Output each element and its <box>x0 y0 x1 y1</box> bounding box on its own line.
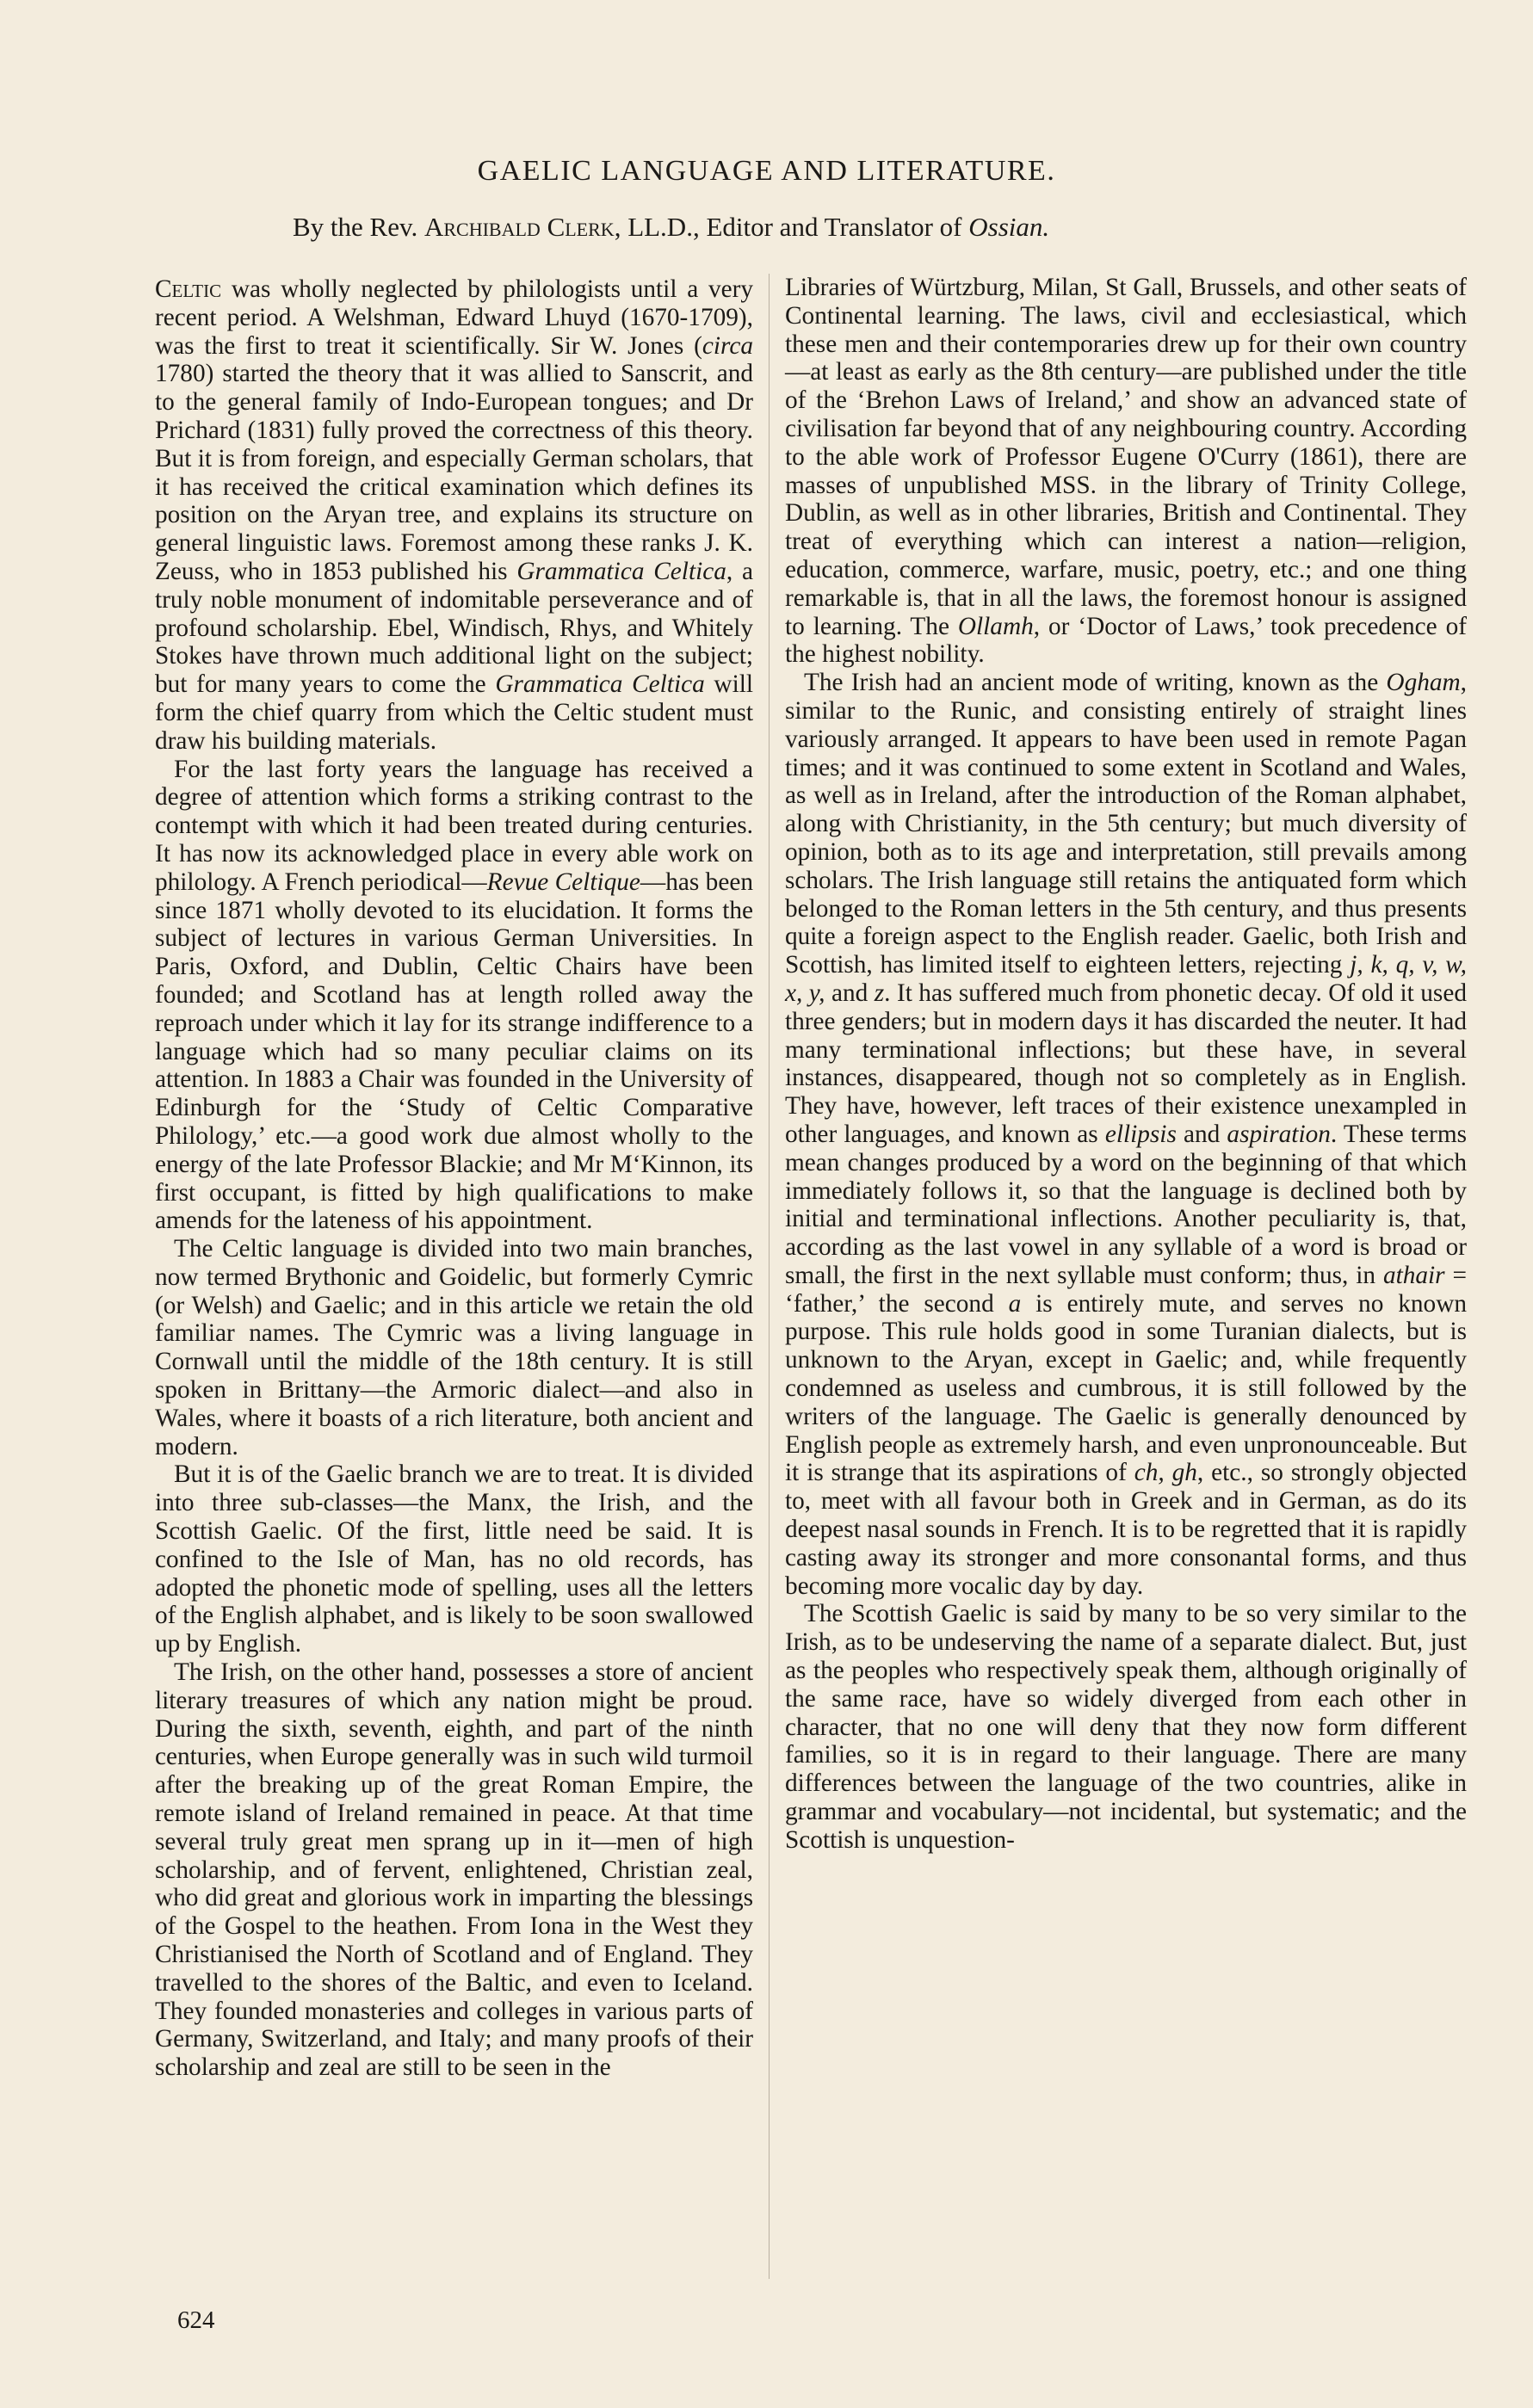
italic-run: ellipsis <box>1104 1120 1177 1148</box>
paragraph: But it is of the Gaelic branch we are to treat. It is divided into three sub-classes—the Manx, the Irish, and the Scottish Gaelic. Of the first, little need be said. It is confined to the Isle of Man, has no old records, has adopted the phonetic mode of spelling, uses all the letters of the English alphabet, and is likely to be soon swallowed up by English. <box>155 1460 753 1658</box>
paragraph <box>785 669 1467 1600</box>
italic-run: circa <box>702 331 753 360</box>
italic-run: aspiration <box>1227 1120 1331 1148</box>
right-column <box>785 274 1467 1855</box>
italic-run: athair <box>1382 1261 1445 1289</box>
article-title: GAELIC LANGUAGE AND LITERATURE. <box>477 155 1056 187</box>
paragraph <box>785 274 1467 669</box>
byline-middle: , LL.D., Editor and Translator of <box>614 212 969 242</box>
page-number: 624 <box>177 2306 215 2334</box>
text-run: will form the chief quarry from which the Celtic student must draw his building materials. <box>155 670 753 755</box>
text-run: , etc., so strongly objected to, meet with all favour both in Greek and in German, as do its deepest nasal sounds in French. It is to be regretted that it is rapidly casting away its stronger and more consonantal forms, and thus becoming more vocalic day by day. <box>785 1459 1467 1600</box>
paragraph: The Irish, on the other hand, possesses a store of ancient literary treasures of which any nation might be proud. During the sixth, seventh, eighth, and part of the ninth centuries, when Europe generally was in such wild turmoil after the breaking up of the great Roman Empire, the remote island of Ireland remained in peace. At that time several truly great men sprang up in it—men of high scholarship, and of fervent, enlightened, Christian zeal, who did great and glorious work in imparting the blessings of the Gospel to the heathen. From Iona in the West they Christianised the North of Scotland and of England. They travelled to the shores of the Baltic, and even to Iceland. They founded monasteries and colleges in various parts of Germany, Switzerland, and Italy; and many proofs of their scholarship and zeal are still to be seen in the <box>155 1658 753 2082</box>
column-divider <box>769 274 770 2279</box>
paragraph: The Celtic language is divided into two main branches, now termed Brythonic and Goidelic, but formerly Cymric (or Welsh) and Gaelic; and in this article we retain the old familiar names. The Cymric was a living language in Cornwall until the middle of the 18th century. It is still spoken in Brittany—the Armoric dialect—and also in Wales, where it boasts of a rich literature, both ancient and modern. <box>155 1235 753 1460</box>
italic-run: Ogham <box>1386 669 1461 697</box>
italic-run: Grammatica Celtica <box>495 670 705 699</box>
text-run: = ‘father,’ the second <box>785 1261 1467 1318</box>
text-run: and <box>1176 1120 1227 1148</box>
text-run: Libraries of Würtzburg, Milan, St Gall, Brussels, and other seats of Continental learning. The laws, civil and ecclesiastical, which these men and their contemporaries drew up for their own country—at least as early as the 8th century—are published under the title of the ‘Brehon Laws of Ireland,’ and show an advanced state of civilisation far beyond that of any neighbouring country. According to the able work of Professor Eugene O'Curry (1861), there are masses of unpublished MSS. in the library of Trinity College, Dublin, as well as in other libraries, British and Continental. They treat of everything which can interest a nation—religion, education, commerce, warfare, music, poetry, etc.; and one thing remarkable is, that in all the laws, the foremost honour is assigned to learning. The <box>785 274 1467 640</box>
byline-prefix: By the Rev. <box>293 212 424 242</box>
italic-run: j, k, q, v, w, x, y, <box>785 951 1467 1007</box>
text-run: is entirely mute, and serves no known purpose. This rule holds good in some Turanian dialects, but is unknown to the Aryan, except in Gaelic; and, while frequently condemned as useless and cumbrous, it is still followed by the writers of the language. The Gaelic is generally denounced by English people as extremely harsh, and even unpronounceable. But it is strange that its aspirations of <box>785 1289 1467 1487</box>
text-run: For the last forty years the language has received a degree of attention which forms a striking contrast to the contempt with which it had been treated during centuries. It has now its acknowledged place in every able work on philology. A French periodical— <box>155 755 753 896</box>
italic-run: a <box>1008 1289 1022 1318</box>
text-run: was wholly neglected by philologists until a very recent period. A Welshman, Edward Lhuyd (1670-1709), was the first to treat it scientifically. Sir W. Jones ( <box>155 275 753 360</box>
italic-run: Grammatica Celtica <box>516 557 726 585</box>
text-run: . These terms mean changes produced by a word on the beginning of that which immediately follows it, so that the language is declined both by initial and terminational inflections. Another peculiarity is, that, according as the last vowel in any syllable of a word is broad or small, the first in the next syllable must conform; thus, in <box>785 1120 1468 1289</box>
text-run: —has been since 1871 wholly devoted to its elucidation. It forms the subject of lectures in various German Universities. In Paris, Oxford, and Dublin, Celtic Chairs have been founded; and Scotland has at length rolled away the reproach under which it lay for its strange indifference to a language which had so many peculiar claims on its attention. In 1883 a Chair was founded in the University of Edinburgh for the ‘Study of Celtic Comparative Philology,’ etc.—a good work due almost wholly to the energy of the late Professor Blackie; and Mr M‘Kinnon, its first occupant, is fitted by high qualifications to make amends for the lateness of his appointment. <box>155 867 753 1235</box>
left-column <box>155 275 753 2082</box>
opening-word: Celtic <box>155 275 222 303</box>
paragraph <box>155 756 753 1236</box>
italic-run: Revue Celtique <box>486 867 640 896</box>
paragraph: The Scottish Gaelic is said by many to be so very similar to the Irish, as to be undeserving the name of a separate dialect. But, just as the peoples who respectively speak them, although originally of the same race, have so widely diverged from each other in character, that no one will deny that they now form different families, so it is in regard to their language. There are many differences between the language of the two countries, alike in grammar and vocabulary—not incidental, but systematic; and the Scottish is unquestion- <box>785 1600 1467 1854</box>
work-title: Ossian. <box>968 212 1050 242</box>
text-run: and <box>825 979 875 1007</box>
text-run: 1780) started the theory that it was allied to Sanscrit, and to the general family of Indo-European tongues; and Dr Prichard (1831) fully proved the correctness of this theory. But it is from foreign, and especially German scholars, that it has received the critical examination which defines its position on the Aryan tree, and explains its structure on general linguistic laws. Foremost among these ranks J. K. Zeuss, who in 1853 published his <box>155 360 753 585</box>
text-run: The Irish had an ancient mode of writing, known as the <box>804 669 1387 697</box>
text-run: , similar to the Runic, and consisting entirely of straight lines variously arranged. It appears to have been used in remote Pagan times; and it was continued to some extent in Scotland and Wales, as well as in Ireland, after the introduction of the Roman alphabet, along with Christianity, in the 5th century; but much diversity of opinion, both as to its age and interpretation, still prevails among scholars. The Irish language still retains the antiquated form which belonged to the Roman letters in the 5th century, and thus presents quite a foreign aspect to the English reader. Gaelic, both Irish and Scottish, has limited itself to eighteen letters, rejecting <box>785 669 1467 979</box>
author-name: Archibald Clerk <box>423 212 615 242</box>
text-run: , a truly noble monument of indomitable perseverance and of profound scholarship. Ebel, Windisch, Rhys, and Whitely Stokes have thrown much additional light on the subject; but for many years to come the <box>155 557 754 699</box>
text-run: , or ‘Doctor of Laws,’ took precedence of the highest nobility. <box>785 612 1468 669</box>
italic-run: Ollamh <box>957 612 1034 640</box>
paragraph <box>155 275 753 756</box>
text-run: . It has suffered much from phonetic decay. Of old it used three genders; but in modern days it has discarded the neuter. It had many terminational inflections; but these have, in several instances, disappeared, though not so completely as in English. They have, however, left traces of their existence unexampled in other languages, and known as <box>785 979 1467 1148</box>
byline <box>293 212 1049 243</box>
italic-run: z <box>874 979 885 1007</box>
italic-run: ch, gh <box>1134 1459 1197 1487</box>
